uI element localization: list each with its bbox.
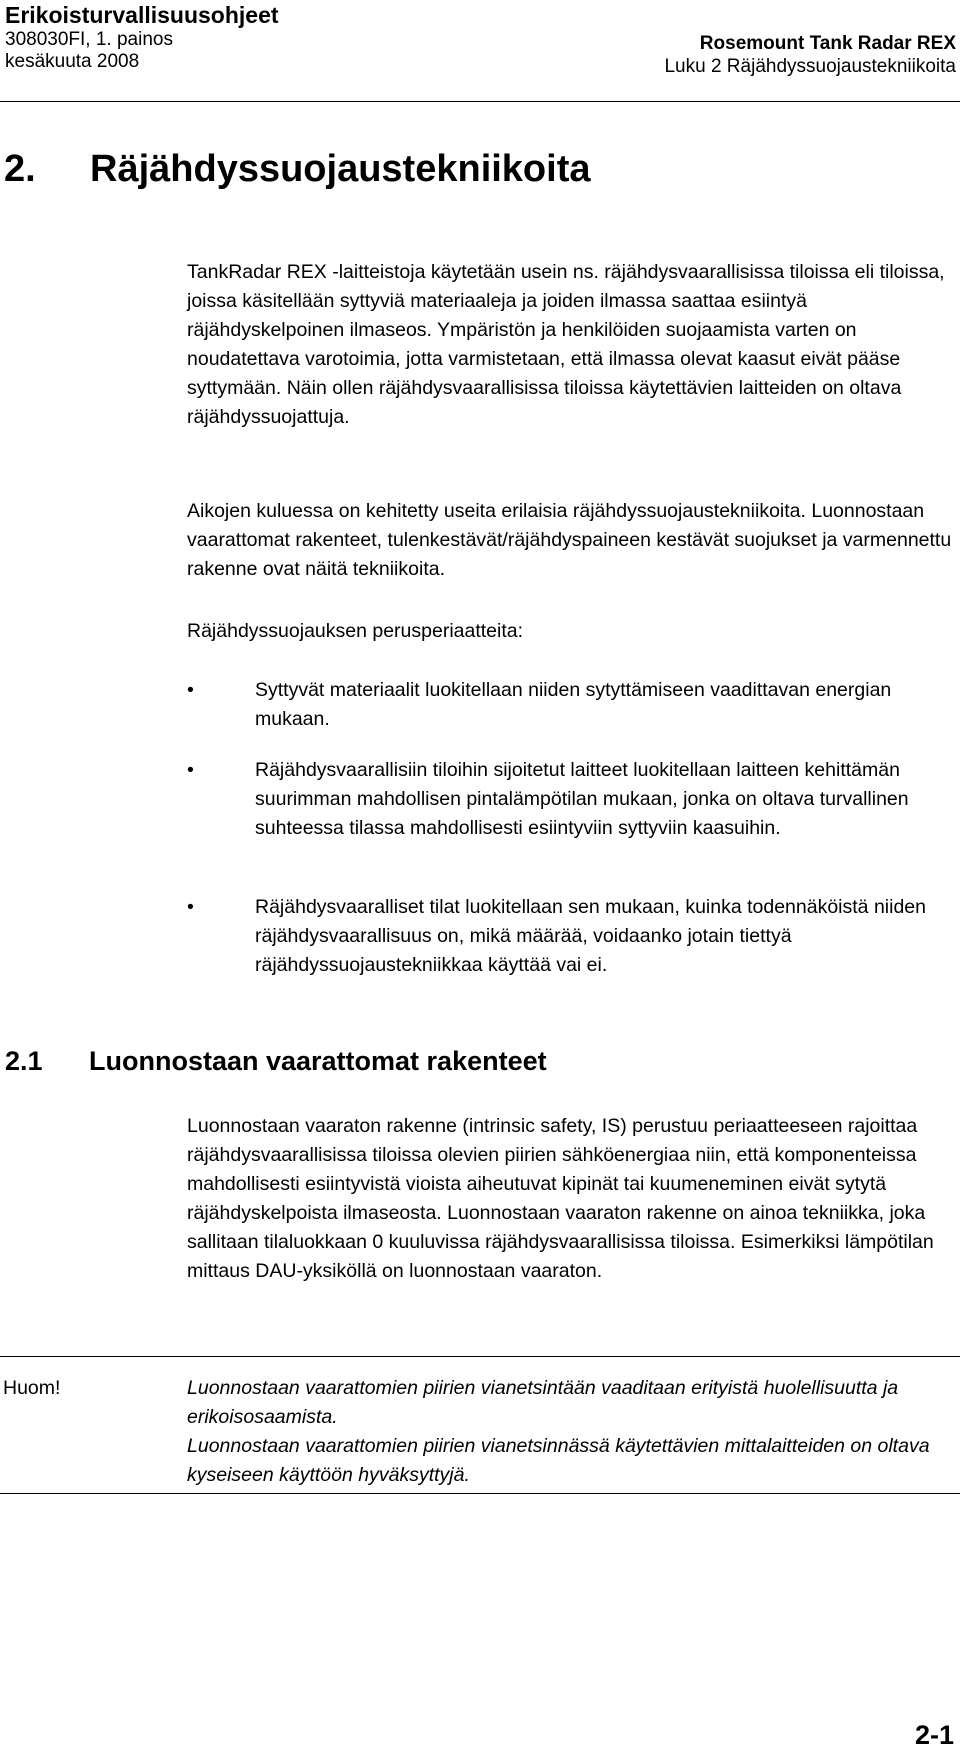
document-date: kesäkuuta 2008 [5,51,140,72]
chapter-title: Räjähdyssuojaustekniikoita [90,148,591,190]
chapter-reference: Luku 2 Räjähdyssuojaustekniikoita [664,56,956,77]
chapter-number: 2. [4,148,36,190]
note-top-rule [0,1356,960,1357]
header-divider [0,101,960,102]
bullet-icon: • [187,679,194,701]
section-heading [5,1045,547,1077]
note-bottom-rule [0,1493,960,1494]
note-text [187,1374,957,1490]
page-header-right [664,32,956,78]
document-title: Erikoisturvallisuusohjeet [5,2,279,28]
bullet-icon: • [187,759,194,781]
page-header-left [5,2,279,73]
note-line: Luonnostaan vaarattomien piirien vianetsinnässä käytettävien mittalaitteiden on oltava kyseiseen käyttöön hyväksyttyjä. [187,1435,930,1486]
note-line: Luonnostaan vaarattomien piirien vianetsintään vaaditaan erityistä huolellisuutta ja erikoisosaamista. [187,1377,899,1428]
intro-paragraph-2: Aikojen kuluessa on kehitetty useita erilaisia räjähdyssuojaustekniikoita. Luonnostaan vaarattomat rakenteet, tulenkestävät/räjähdyspaineen kestävät suojukset ja varmennettu rakenne ovat näitä tekniikoita. [187,500,952,580]
section-paragraph: Luonnostaan vaaraton rakenne (intrinsic safety, IS) perustuu periaatteeseen rajoittaa räjähdysvaarallisissa tiloissa olevien piirien sähköenergiaa niin, että komponenteissa mahdollisesti esiintyvistä vioista aiheutuvat kipinät tai kuumeneminen eivät sytytä räjähdyskelpoista ilmaseosta. Luonnostaan vaaraton rakenne on ainoa tekniikka, joka sallitaan tilaluokkaan 0 kuuluvissa räjähdysvaarallisissa tiloissa. Esimerkiksi lämpötilan mittaus DAU-yksiköllä on luonnostaan vaaraton. [187,1115,934,1282]
chapter-heading [4,146,591,192]
section-title: Luonnostaan vaarattomat rakenteet [89,1046,547,1076]
principles-lead: Räjähdyssuojauksen perusperiaatteita: [187,620,524,642]
note-label: Huom! [3,1377,61,1399]
product-name: Rosemount Tank Radar REX [699,33,956,54]
document-number: 308030FI, 1. painos [5,29,173,50]
intro-paragraph-1: TankRadar REX -laitteistoja käytetään usein ns. räjähdysvaarallisissa tiloissa eli tiloissa, joissa käsitellään syttyviä materiaaleja ja joiden ilmassa saattaa esiintyä räjähdyskelpoinen ilmaseos. Ympäristön ja henkilöiden suojaamista varten on noudatettava varotoimia, jotta varmistetaan, että ilmassa olevat kaasut eivät pääse syttymään. Näin ollen räjähdysvaarallisissa tiloissa käytettävien laitteiden on oltava räjähdyssuojattuja. [187,261,945,428]
page-number: 2-1 [914,1720,954,1750]
bullet-icon: • [187,896,194,918]
section-number: 2.1 [5,1046,43,1076]
